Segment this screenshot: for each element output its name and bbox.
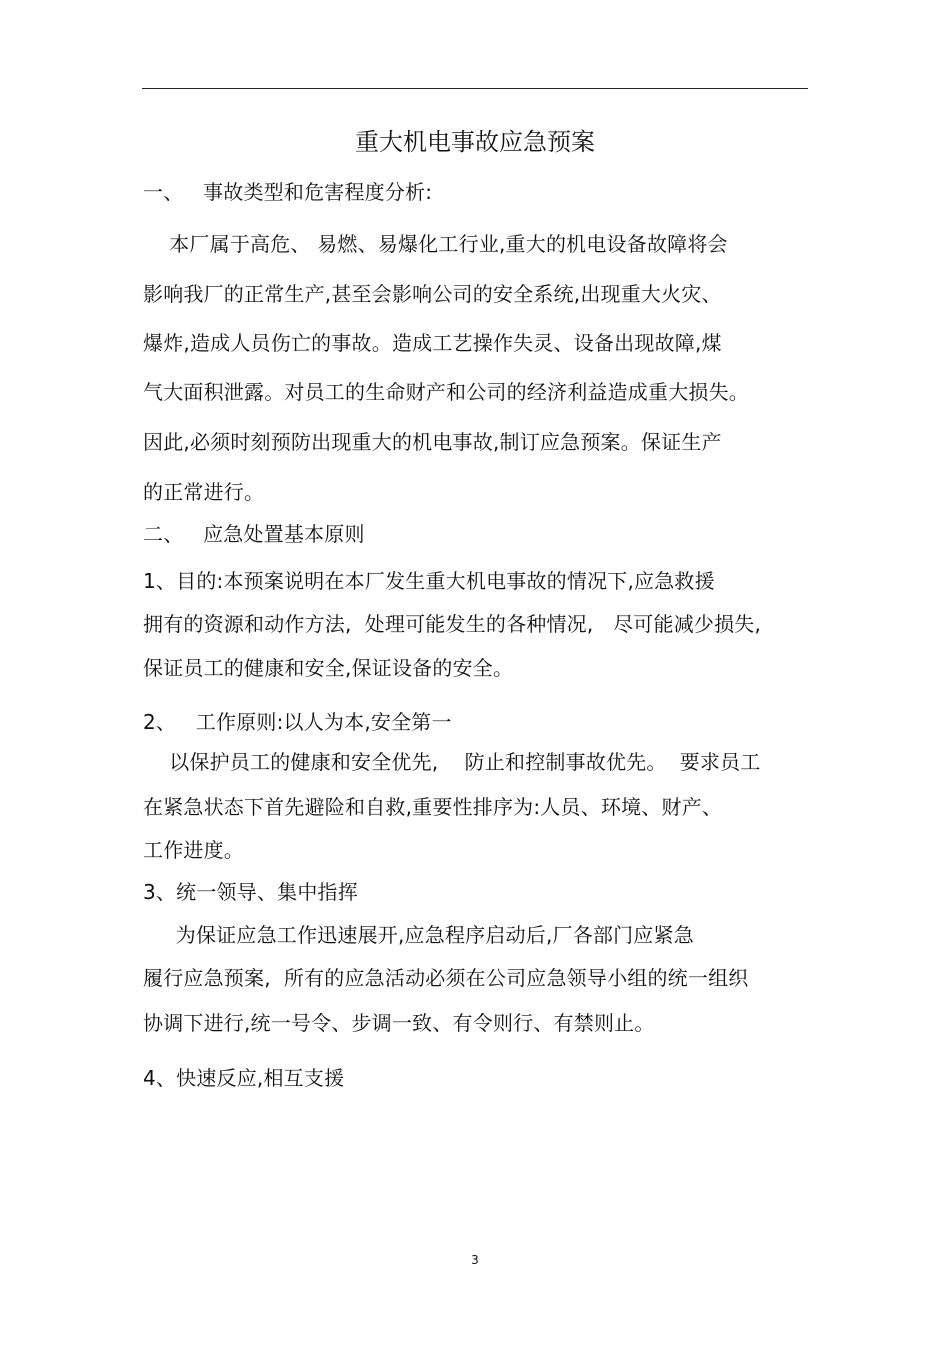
paragraph-line: 履行应急预案, 所有的应急活动必须在公司应急领导小组的统一组织	[143, 966, 749, 990]
paragraph-line: 1、目的:本预案说明在本厂发生重大机电事故的情况下,应急救援	[143, 569, 715, 593]
paragraph-line: 在紧急状态下首先避险和自救,重要性排序为:人员、环境、财产、	[143, 795, 723, 819]
paragraph-line: 保证员工的健康和安全,保证设备的安全。	[143, 656, 514, 680]
page-number: 3	[471, 1253, 479, 1267]
paragraph-line: 本厂属于高危、 易燃、易爆化工行业,重大的机电设备故障将会	[143, 232, 728, 256]
header-rule	[142, 88, 808, 89]
paragraph-line: 爆炸,造成人员伤亡的事故。造成工艺操作失灵、设备出现故障,煤	[143, 331, 722, 355]
paragraph-line: 拥有的资源和动作方法, 处理可能发生的各种情况, 尽可能减少损失,	[143, 612, 762, 636]
section-heading-2: 二、 应急处置基本原则	[143, 522, 365, 546]
paragraph-line: 气大面积泄露。对员工的生命财产和公司的经济利益造成重大损失。	[143, 380, 749, 404]
paragraph-line: 协调下进行,统一号令、步调一致、有令则行、有禁则止。	[143, 1011, 655, 1035]
subsection-heading: 4、快速反应,相互支援	[143, 1066, 345, 1090]
section-heading-1: 一、 事故类型和危害程度分析:	[143, 180, 433, 204]
subsection-heading: 2、 工作原则:以人为本,安全第一	[143, 710, 452, 734]
paragraph-line: 工作进度。	[143, 838, 244, 862]
paragraph-line: 影响我厂的正常生产,甚至会影响公司的安全系统,出现重大火灾、	[143, 282, 722, 306]
paragraph-line: 为保证应急工作迅速展开,应急程序启动后,厂各部门应紧急	[143, 923, 694, 947]
paragraph-line: 以保护员工的健康和安全优先, 防止和控制事故优先。 要求员工	[143, 750, 761, 774]
document-title: 重大机电事故应急预案	[355, 128, 595, 156]
paragraph-line: 因此,必须时刻预防出现重大的机电事故,制订应急预案。保证生产	[143, 430, 722, 454]
subsection-heading: 3、统一领导、集中指挥	[143, 880, 358, 904]
paragraph-line: 的正常进行。	[143, 480, 265, 504]
